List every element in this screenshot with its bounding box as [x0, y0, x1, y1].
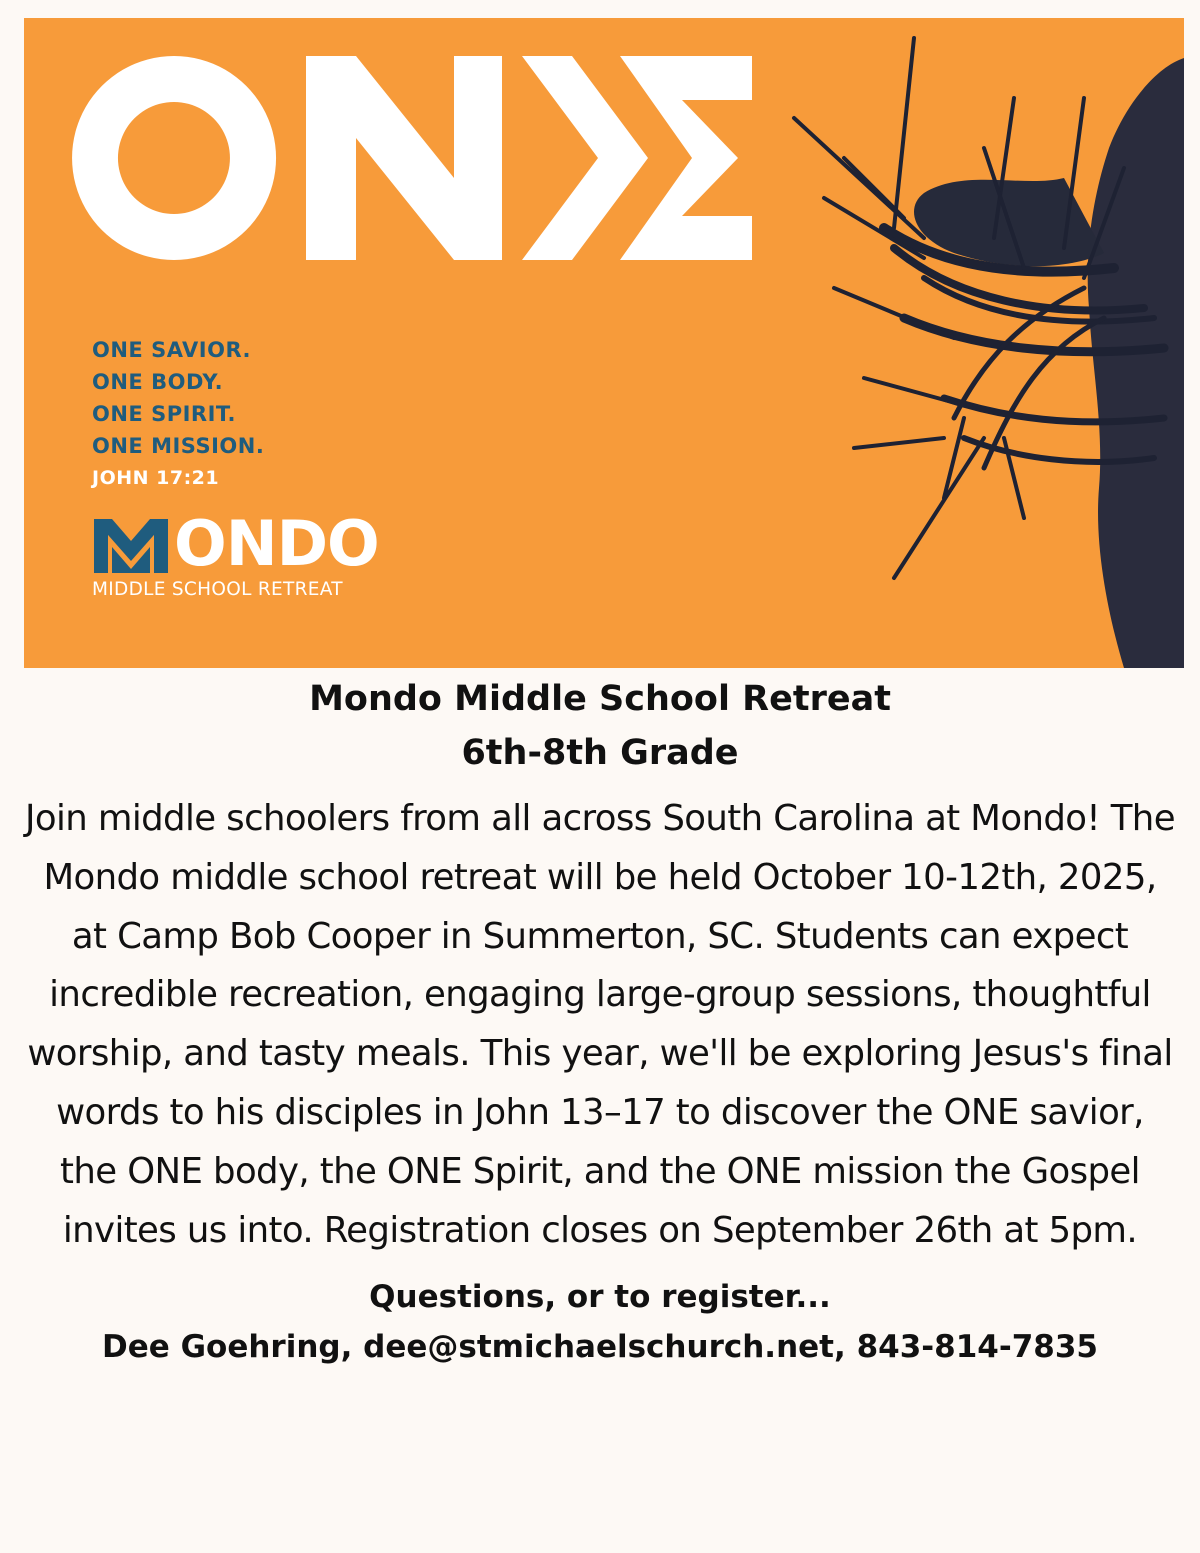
contact-section	[0, 1272, 1200, 1372]
mondo-logo	[90, 507, 420, 606]
event-title: Mondo Middle School Retreat	[309, 679, 891, 719]
one-logo-letter-o	[72, 56, 276, 260]
contact-details: Dee Goehring, dee@stmichaelschurch.net, 843-814-7835	[102, 1329, 1098, 1366]
crown-of-thorns-image	[794, 38, 1184, 668]
mondo-m-icon	[90, 511, 172, 577]
one-logo-chevron	[522, 56, 648, 260]
event-details	[0, 672, 1200, 1372]
tagline-one-spirit: ONE SPIRIT.	[92, 402, 237, 426]
contact-heading: Questions, or to register...	[369, 1279, 831, 1316]
scripture-reference: JOHN 17:21	[92, 467, 220, 489]
tagline-list	[92, 334, 264, 494]
tagline-one-savior: ONE SAVIOR.	[92, 338, 251, 362]
one-logo-letter-n	[306, 56, 502, 260]
mondo-brand-subtitle: MIDDLE SCHOOL RETREAT	[92, 579, 343, 600]
tagline-one-mission: ONE MISSION.	[92, 434, 265, 458]
event-banner	[24, 18, 1184, 668]
mondo-brand-name: ONDO	[174, 507, 379, 580]
event-grades: 6th-8th Grade	[461, 733, 739, 773]
tagline-one-body: ONE BODY.	[92, 370, 224, 394]
one-logo	[72, 56, 752, 260]
event-description: Join middle schoolers from all across South Carolina at Mondo! The Mondo middle school retreat will be held October 10-12th, 2025, at Camp Bob Cooper in Summerton, SC. Students can expect incredible recreation, engaging large-group sessions, thoughtful worship, and tasty meals. This year, we'll be exploring Jesus's final words to his disciples in John 13–17 to discover the ONE savior, the ONE body, the ONE Spirit, and the ONE mission the Gospel invites us into. Registration closes on September 26th at 5pm.	[25, 798, 1175, 1251]
